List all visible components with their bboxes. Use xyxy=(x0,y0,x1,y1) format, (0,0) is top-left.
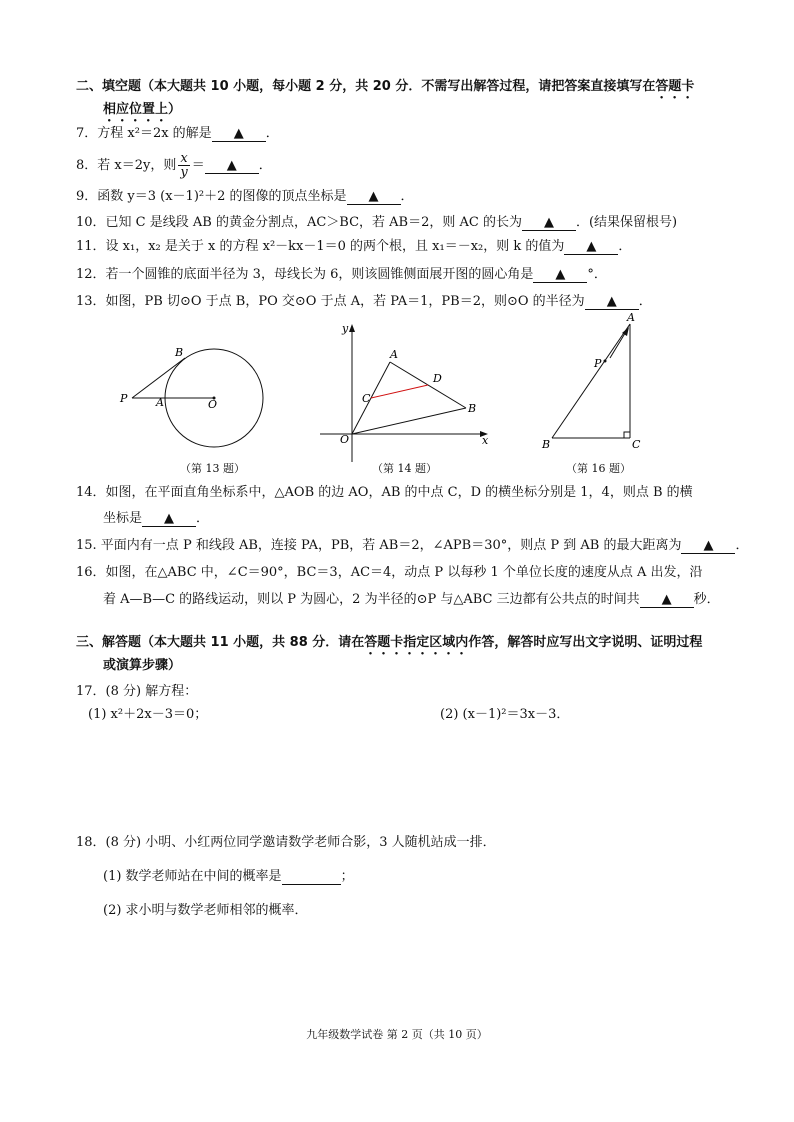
figure-14-label: B xyxy=(468,402,477,415)
page-footer: 九年级数学试卷 第 2 页（共 10 页） xyxy=(306,1028,488,1041)
question-8: 8．若 x＝2y，则 $\frac{x}{y}$ ＝ ▲ ． xyxy=(76,151,272,180)
answer-blank[interactable]: ▲ xyxy=(564,240,618,255)
figure-13-label: O xyxy=(208,398,218,411)
question-17-part2: (2) (x－1)²＝3x－3． xyxy=(440,707,570,722)
question-11: 11．设 x₁，x₂ 是关于 x 的方程 x²－kx－1＝0 的两个根，且 x₁＝－x₂，则 k 的值为 ▲ ． xyxy=(76,239,632,254)
question-16-line2: 着 A—B—C 的路线运动，则以 P 为圆心，2 为半径的⊙P 与△ABC 三边都有公共点的时间共 ▲ 秒． xyxy=(103,592,720,607)
section2-title-line2: 相应位置上） xyxy=(103,102,182,117)
figure-14-diagram xyxy=(318,322,498,464)
section2-title-emphasis: 答题卡 xyxy=(655,79,695,94)
figure-13-label: P xyxy=(120,392,128,405)
answer-blank[interactable]: ▲ xyxy=(533,268,587,283)
figure-16-label: A xyxy=(627,311,635,324)
question-9: 9．函数 y＝3 (x－1)²＋2 的图像的顶点坐标是 ▲ ． xyxy=(76,189,414,204)
figure-16-label: C xyxy=(632,438,641,450)
answer-blank[interactable]: ▲ xyxy=(142,512,196,527)
figure-16-label: B xyxy=(542,438,551,450)
question-18-part1: (1) 数学老师站在中间的概率是 ； xyxy=(103,869,354,884)
figure-14-label: x xyxy=(482,434,489,447)
question-17-title: 17．(8 分) 解方程： xyxy=(76,684,198,699)
figure-14-label: O xyxy=(340,433,350,446)
question-13: 13．如图，PB 切⊙O 于点 B，PO 交⊙O 于点 A，若 PA＝1，PB＝2，则⊙O 的半径为 ▲ ． xyxy=(76,294,652,309)
section2-title: 二、填空题（本大题共 10 小题，每小题 2 分，共 20 分．不需写出解答过程，请把答案直接填写在答题卡 xyxy=(76,79,695,94)
answer-blank[interactable]: ▲ xyxy=(522,216,576,231)
figure-14-caption: （第 14 题） xyxy=(372,462,437,475)
question-16: 16．如图，在△ABC 中，∠C＝90°，BC＝3，AC＝4，动点 P 以每秒 1 个单位长度的速度从点 A 出发，沿 xyxy=(76,565,703,580)
section3-title: 三、解答题（本大题共 11 小题，共 88 分．请在答题卡指定区域内作答，解答时应写出文字说明、证明过程 xyxy=(76,635,703,650)
question-17-part1: (1) x²＋2x－3＝0； xyxy=(88,707,208,722)
question-10: 10．已知 C 是线段 AB 的黄金分割点，AC＞BC，若 AB＝2，则 AC 的长为 ▲ ．(结果保留根号) xyxy=(76,215,678,230)
figure-13-label: B xyxy=(175,346,184,359)
figure-13-diagram xyxy=(118,340,278,450)
question-14-line2: 坐标是 ▲ ． xyxy=(103,511,210,526)
question-14: 14．如图，在平面直角坐标系中，△AOB 的边 AO，AB 的中点 C，D 的横坐标分别是 1，4，则点 B 的横 xyxy=(76,485,693,500)
question-15: 15. 平面内有一点 P 和线段 AB，连接 PA，PB，若 AB＝2，∠APB＝30°，则点 P 到 AB 的最大距离为 ▲ ． xyxy=(76,538,749,553)
answer-blank[interactable] xyxy=(282,870,341,885)
answer-blank[interactable]: ▲ xyxy=(585,295,639,310)
answer-blank[interactable]: ▲ xyxy=(640,593,694,608)
question-7: 7．方程 x²＝2x 的解是 ▲ ． xyxy=(76,126,279,141)
figure-13-label: A xyxy=(156,396,164,409)
answer-blank[interactable]: ▲ xyxy=(205,159,259,174)
figure-16-diagram xyxy=(538,310,648,450)
figure-13-caption: （第 13 题） xyxy=(180,462,245,475)
section3-title-line2: 或演算步骤） xyxy=(103,658,182,673)
figure-16-caption: （第 16 题） xyxy=(566,462,631,475)
answer-blank[interactable]: ▲ xyxy=(347,190,401,205)
figure-14-label: y xyxy=(342,322,349,335)
figure-14-label: D xyxy=(433,372,442,385)
fraction-x-over-y: $\frac{x}{y}$ xyxy=(180,151,188,180)
answer-blank[interactable]: ▲ xyxy=(212,127,266,142)
figure-16-label: P xyxy=(594,357,602,370)
question-12: 12．若一个圆锥的底面半径为 3，母线长为 6，则该圆锥侧面展开图的圆心角是 ▲ °． xyxy=(76,267,607,282)
question-18-title: 18．(8 分) 小明、小红两位同学邀请数学老师合影，3 人随机站成一排． xyxy=(76,835,496,850)
answer-blank[interactable]: ▲ xyxy=(681,539,735,554)
question-18-part2: (2) 求小明与数学老师相邻的概率． xyxy=(103,903,308,918)
figure-14-label: A xyxy=(390,348,398,361)
figure-14-label: C xyxy=(362,392,371,405)
